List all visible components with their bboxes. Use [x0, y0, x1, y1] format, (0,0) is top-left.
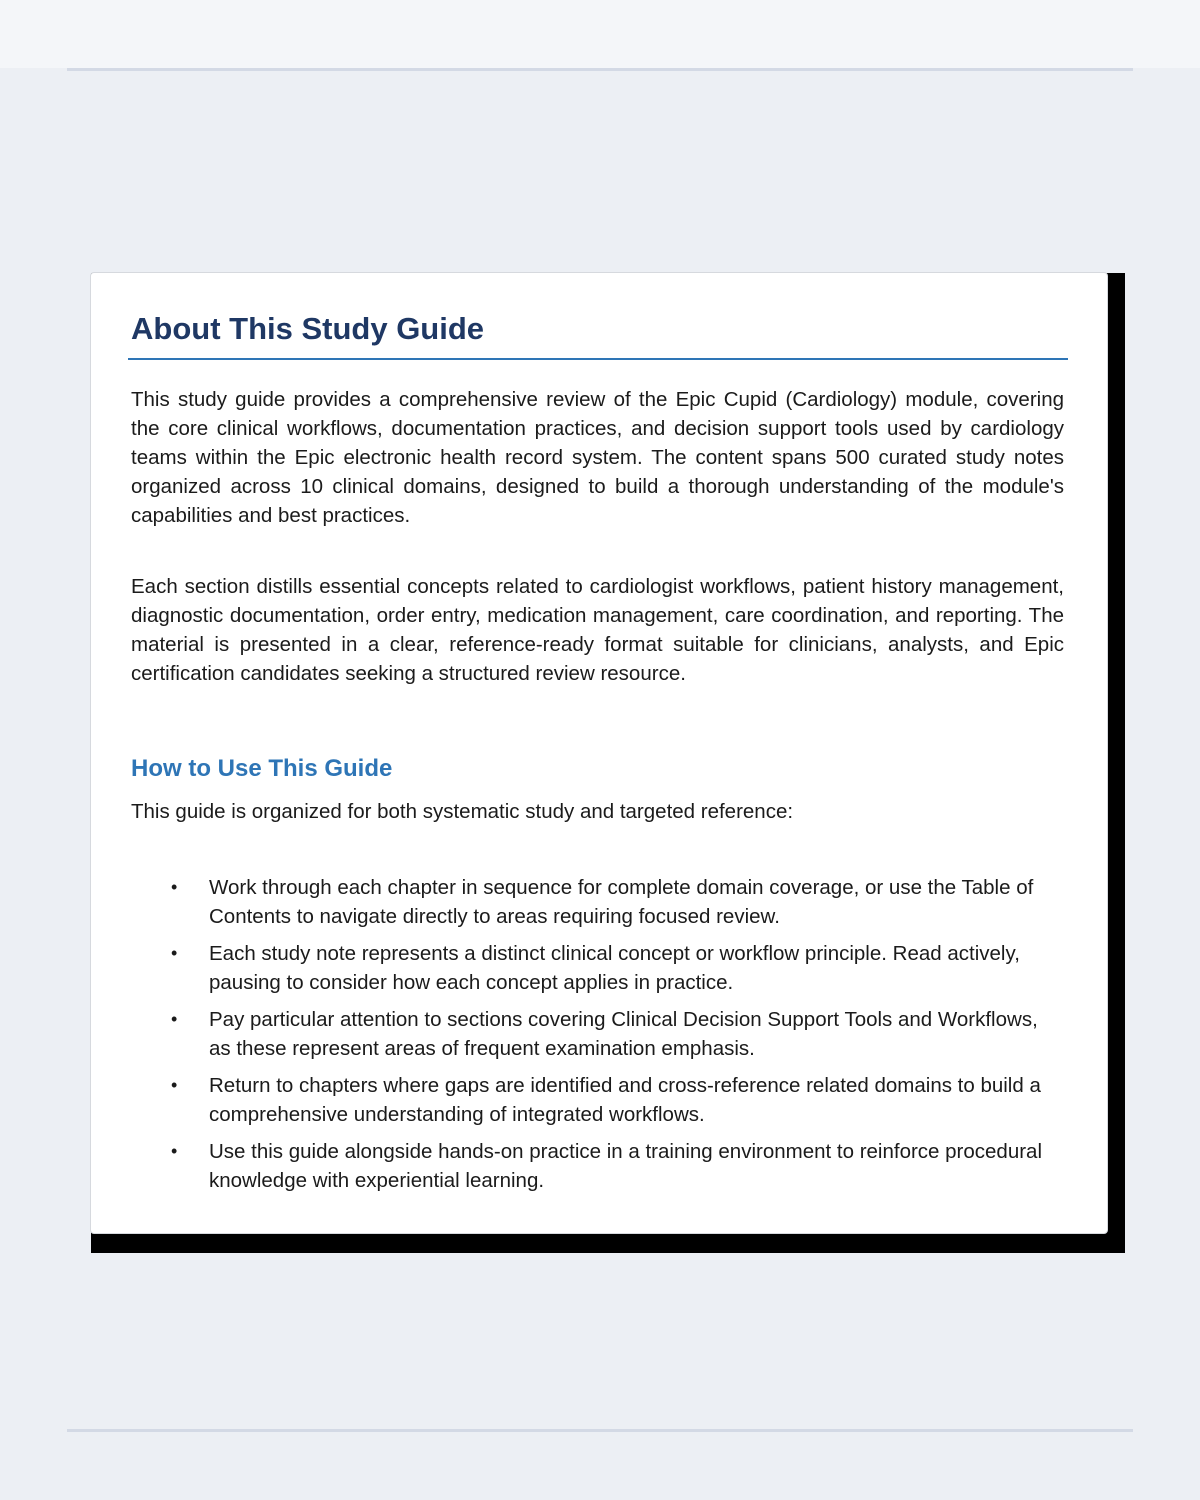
bullet-icon: • — [171, 1009, 178, 1029]
page-content — [131, 309, 1064, 1203]
list-item — [131, 873, 1064, 931]
bullet-icon: • — [171, 1141, 178, 1161]
page-title: About This Study Guide — [131, 311, 485, 346]
list-item-text: Work through each chapter in sequence for complete domain coverage, or use the Table of Contents to navigate directly to areas requiring focused review. — [209, 876, 1034, 928]
top-divider — [67, 68, 1133, 71]
document-page — [90, 272, 1108, 1234]
overview-paragraph: Each section distills essential concepts related to cardiologist workflows, patient history management, diagnostic documentation, order entry, medication management, care coordination, and reporting. The material is presented in a clear, reference-ready format suitable for clinicians, analysts, and Epic certification candidates seeking a structured review resource. — [131, 575, 1064, 685]
viewer-top-bar — [0, 0, 1200, 68]
title-underline — [128, 358, 1068, 360]
bullet-icon: • — [171, 877, 178, 897]
list-item — [131, 1137, 1064, 1195]
bottom-divider — [67, 1429, 1133, 1432]
list-item-text: Each study note represents a distinct clinical concept or workflow principle. Read actively, pausing to consider how each concept applies in practice. — [209, 942, 1020, 994]
list-item — [131, 939, 1064, 997]
list-item-text: Return to chapters where gaps are identified and cross-reference related domains to build a comprehensive understanding of integrated workflows. — [209, 1074, 1041, 1126]
bullet-icon: • — [171, 1075, 178, 1095]
list-item-text: Pay particular attention to sections covering Clinical Decision Support Tools and Workflows, as these represent areas of frequent examination emphasis. — [209, 1008, 1038, 1060]
list-item — [131, 1071, 1064, 1129]
list-item — [131, 1005, 1064, 1063]
bullet-icon: • — [171, 943, 178, 963]
list-item-text: Use this guide alongside hands-on practice in a training environment to reinforce procedural knowledge with experiential learning. — [209, 1140, 1043, 1192]
usage-bullet-list — [131, 873, 1064, 1195]
section-heading: How to Use This Guide — [131, 755, 393, 782]
intro-paragraph: This study guide provides a comprehensive review of the Epic Cupid (Cardiology) module, covering the core clinical workflows, documentation practices, and decision support tools used by cardiology teams within the Epic electronic health record system. The content spans 500 curated study notes organized across 10 clinical domains, designed to build a thorough understanding of the module's capabilities and best practices. — [131, 388, 1064, 527]
section-intro: This guide is organized for both systematic study and targeted reference: — [131, 800, 794, 823]
